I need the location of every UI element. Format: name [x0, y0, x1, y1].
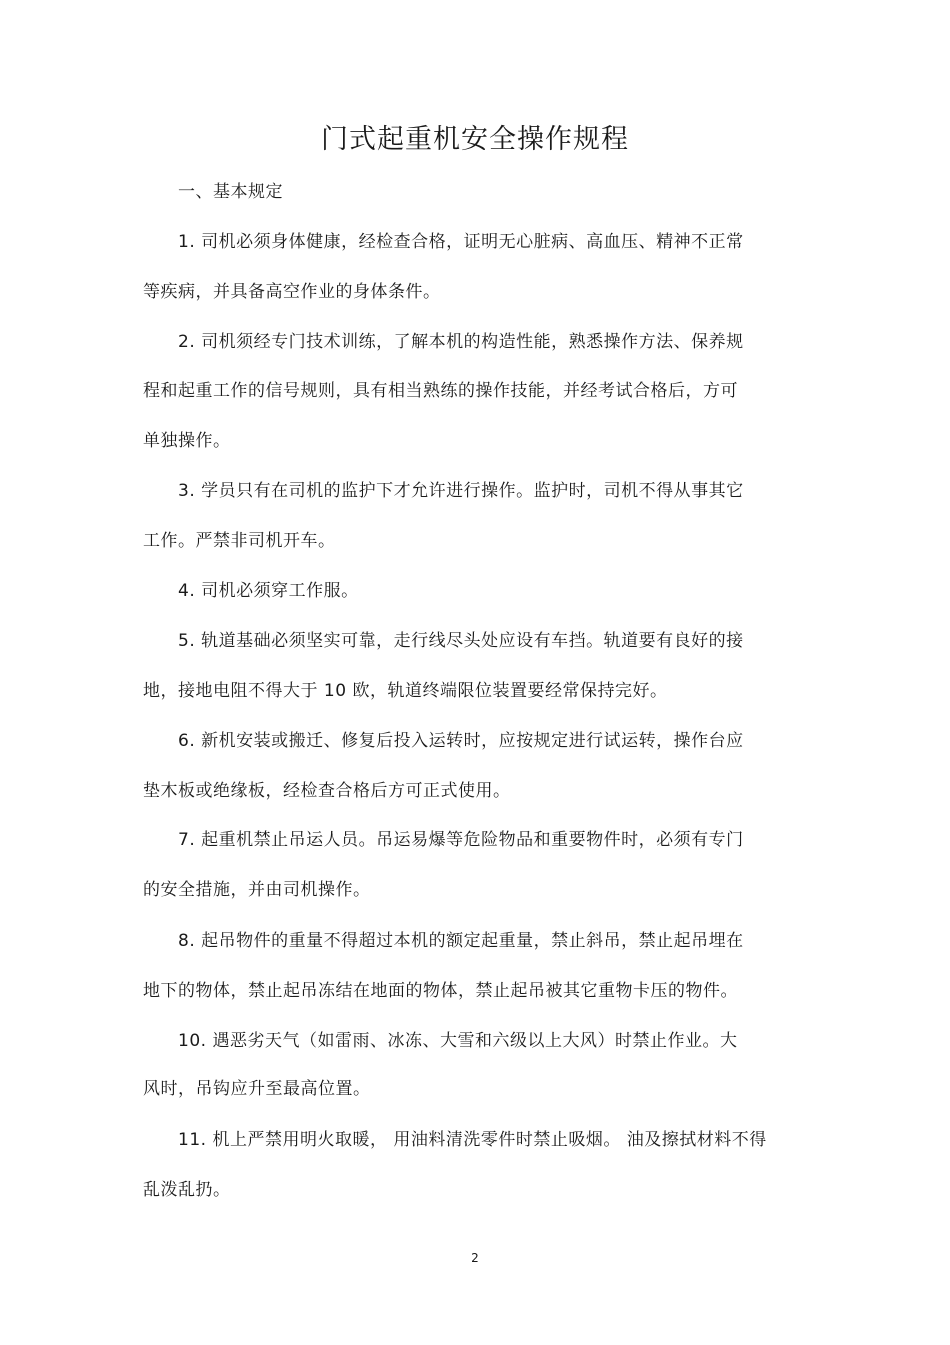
page-number: 2 — [471, 1251, 479, 1265]
paragraph-line: 风时，吊钩应升至最高位置。 — [143, 1079, 371, 1099]
paragraph-line: 10. 遇恶劣天气（如雷雨、冰冻、大雪和六级以上大风）时禁止作业。大 — [178, 1031, 738, 1051]
paragraph-line: 1. 司机必须身体健康，经检查合格，证明无心脏病、高血压、精神不正常 — [178, 232, 744, 252]
paragraph-line: 地下的物体，禁止起吊冻结在地面的物体，禁止起吊被其它重物卡压的物件。 — [143, 981, 738, 1001]
paragraph-line: 工作。严禁非司机开车。 — [143, 531, 336, 551]
page-title: 门式起重机安全操作规程 — [321, 124, 629, 155]
paragraph-line: 单独操作。 — [143, 431, 231, 451]
paragraph-line: 11. 机上严禁用明火取暖， 用油料清洗零件时禁止吸烟。 油及擦拭材料不得 — [178, 1130, 767, 1150]
section-heading: 一、基本规定 — [178, 182, 283, 202]
paragraph-line: 5. 轨道基础必须坚实可靠，走行线尽头处应设有车挡。轨道要有良好的接 — [178, 631, 744, 651]
paragraph-line: 7. 起重机禁止吊运人员。吊运易爆等危险物品和重要物件时，必须有专门 — [178, 830, 744, 850]
paragraph-line: 6. 新机安装或搬迁、修复后投入运转时，应按规定进行试运转，操作台应 — [178, 731, 744, 751]
paragraph-line: 的安全措施，并由司机操作。 — [143, 880, 371, 900]
paragraph-line: 8. 起吊物件的重量不得超过本机的额定起重量，禁止斜吊，禁止起吊埋在 — [178, 931, 744, 951]
paragraph-line: 程和起重工作的信号规则，具有相当熟练的操作技能，并经考试合格后，方可 — [143, 381, 738, 401]
paragraph-line: 3. 学员只有在司机的监护下才允许进行操作。监护时，司机不得从事其它 — [178, 481, 744, 501]
paragraph-line: 等疾病，并具备高空作业的身体条件。 — [143, 282, 441, 302]
paragraph-line: 地，接地电阻不得大于 10 欧，轨道终端限位装置要经常保持完好。 — [143, 681, 668, 701]
paragraph-line: 2. 司机须经专门技术训练，了解本机的构造性能，熟悉操作方法、保养规 — [178, 332, 744, 352]
paragraph-line: 垫木板或绝缘板，经检查合格后方可正式使用。 — [143, 781, 511, 801]
paragraph-line: 4. 司机必须穿工作服。 — [178, 581, 359, 601]
paragraph-line: 乱泼乱扔。 — [143, 1180, 231, 1200]
